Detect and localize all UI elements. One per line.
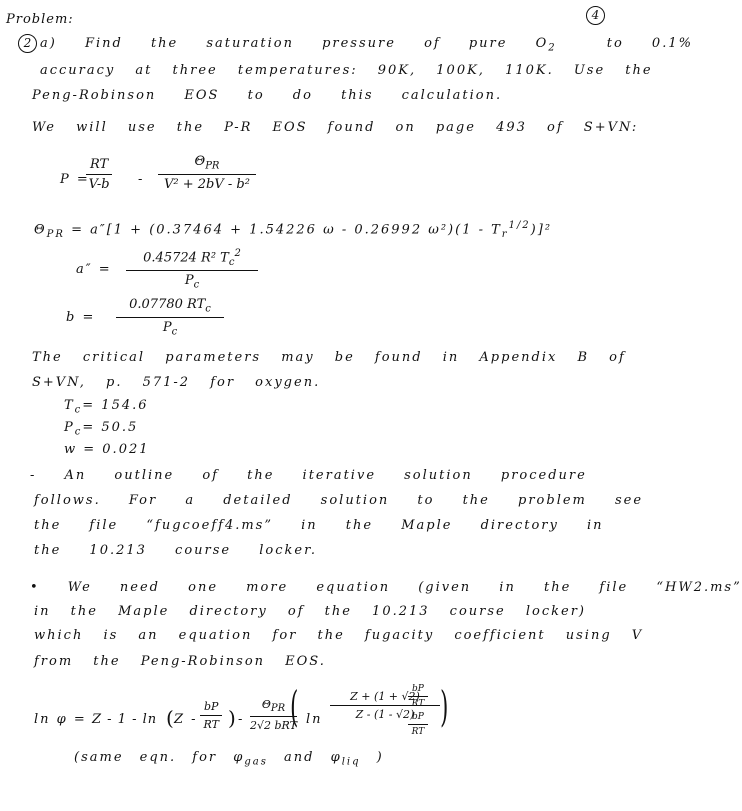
eq-phi-theta-term: $\Theta_{PR}$ 2√2 bRT [250,698,297,733]
eq-p-term1: $\frac{RT}{V-b}$ [86,157,112,192]
intro-text: We will use the P-R EOS found on page 493 of S+VN: [32,120,639,135]
outline-line3: the file “fugcoeff4.ms” in the Maple directory in [34,518,604,533]
need-line2: in the Maple directory of the 10.213 course locker) [34,604,586,619]
need-line1: • We need one more equation (given in the file “HW2.ms” [30,580,742,595]
outline-line1: - An outline of the iterative solution procedure [30,468,587,483]
eq-b-lhs: b = [66,310,96,325]
need-line4: from the Peng-Robinson EOS. [34,654,326,669]
critical-pc: $P_c= 50.5$ [64,420,139,438]
eq-b-fraction: 0.07780 $RT_c$ $P_c$ [116,297,224,337]
critical-omega: w = 0.021 [64,442,150,457]
page-number: 4 [586,6,605,25]
eq-a-lhs: a″ = [76,262,112,277]
eq-phi-minus: - [238,712,245,727]
eq-theta: $\Theta_{PR} = a''[1 + (0.37464 + 1.54226$ ω - 0.26992 $\omega^2)(1 - T_r^{1/2})]^2$ [34,220,553,240]
critical-line1: The critical parameters may be found in Appendix B of [32,350,626,365]
outline-line4: the 10.213 course locker. [34,543,317,558]
eq-phi-part1: Z - 1 - ln [92,712,158,727]
eq-phi-lhs: ln φ = [34,712,87,727]
eq-phi-log-fraction: $\frac{Z + (1 + √2)}{Z - (1 - √2)}$ [330,690,440,721]
question-marker: 2 [18,34,37,53]
eq-p-minus: - [138,172,145,187]
eq-phi-bp-num: $\frac{bP}{RT}$ [408,684,428,709]
outline-line2: follows. For a detailed solution to the problem see [34,493,644,508]
eq-phi-z: Z - [174,712,198,727]
critical-tc: $T_c= 154.6$ [64,398,149,416]
eq-phi-close-paren: ) [228,706,238,730]
footnote: (same eqn. for $\varphi_{gas}$ and $\varphi_{liq}$ ) [74,750,384,768]
part-a-line2: accuracy at three temperatures: 90K, 100K, 110K. Use the [40,63,653,78]
eq-phi-bp-rt: $\frac{bP}{RT}$ [200,700,222,731]
eq-p-lhs: P = [60,172,90,187]
eq-phi-big-open: ( [290,682,299,731]
need-line3: which is an equation for the fugacity coefficient using V [34,628,644,643]
eq-a-fraction: $\frac{0.45724 R^2 T_c^2}{P_c}$ [126,248,258,291]
eq-phi-ln: ln [306,712,323,727]
eq-p-term2: $\Theta_{PR}$ V² + 2bV - b² [158,154,256,192]
eq-phi-bp-den: $\frac{bP}{RT}$ [408,712,428,737]
eq-phi-big-close: ) [440,682,449,731]
eq-phi-open-paren: ( [166,706,176,730]
part-a-line3: Peng-Robinson EOS to do this calculation. [32,88,503,103]
critical-line2: S+VN, p. 571-2 for oxygen. [32,375,321,390]
part-a-line1: a) Find the saturation pressure of pure $O_2$ to 0.1% [40,36,693,54]
problem-label: Problem: [6,12,74,27]
